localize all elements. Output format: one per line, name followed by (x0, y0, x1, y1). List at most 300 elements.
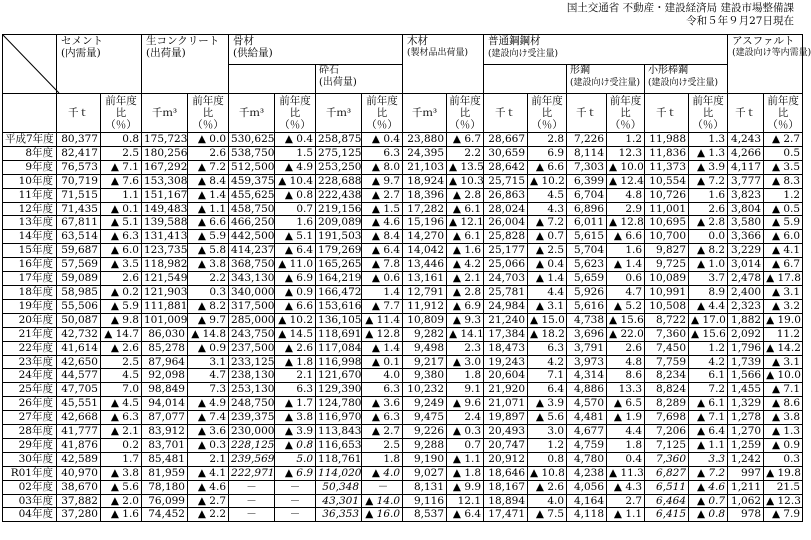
yoy-label: 前年度比（％） (764, 94, 803, 133)
yoy-cell: ▲ 3.8 (764, 411, 803, 425)
yoy-cell: ▲ 6.6 (607, 230, 645, 244)
yoy-cell: 7.1 (528, 369, 567, 383)
value-cell: 10,232 (403, 383, 447, 397)
yoy-cell: 21.5 (764, 480, 803, 494)
yoy-cell: ▲ 2.1 (101, 425, 142, 439)
yoy-cell: ▲ 2.8 (689, 216, 728, 230)
yoy-cell: ▲ 1.3 (689, 146, 728, 160)
value-cell: － (229, 494, 275, 508)
value-cell: 17,384 (484, 327, 528, 341)
yoy-label: 前年度比（％） (447, 94, 484, 133)
yoy-cell: ▲ 12.3 (764, 494, 803, 508)
yoy-cell: ▲ 1.0 (689, 258, 728, 272)
col-steel: 普通鋼鋼材 (建設向け受注量) (484, 35, 728, 65)
yoy-cell: － (362, 480, 403, 494)
value-cell: 85,278 (142, 341, 188, 355)
value-cell: 19,243 (484, 355, 528, 369)
unit-label: 千ｔ (728, 94, 764, 133)
yoy-cell: ▲ 9.7 (362, 174, 403, 188)
value-cell: 18,167 (484, 480, 528, 494)
value-cell: 37,882 (57, 494, 101, 508)
yoy-cell: ▲ 0.3 (447, 425, 484, 439)
value-cell: 10,554 (645, 174, 689, 188)
yoy-cell: ▲ 9.3 (447, 313, 484, 327)
yoy-cell: ▲ 4.3 (607, 480, 645, 494)
value-cell: 50,348 (316, 480, 362, 494)
yoy-cell: 1.8 (362, 452, 403, 466)
value-cell: 26,004 (484, 216, 528, 230)
yoy-cell: ▲ 16.0 (362, 508, 403, 522)
yoy-cell: ▲ 2.1 (447, 272, 484, 286)
yoy-cell: ▲ 10.2 (528, 174, 567, 188)
yoy-cell: ▲ 0.9 (275, 285, 316, 299)
yoy-cell: 2.6 (607, 341, 645, 355)
value-cell: 121,903 (142, 285, 188, 299)
value-cell: 243,750 (229, 327, 275, 341)
yoy-cell: ▲ 6.6 (528, 160, 567, 174)
unit-label: 千ｔ (645, 94, 689, 133)
year-cell: 17年度 (3, 272, 57, 286)
year-cell: 9年度 (3, 160, 57, 174)
yoy-cell: 12.1 (447, 494, 484, 508)
yoy-cell: ▲ 1.4 (528, 272, 567, 286)
yoy-cell: ▲ 6.6 (275, 299, 316, 313)
year-cell: 16年度 (3, 258, 57, 272)
yoy-cell: ▲ 0.2 (101, 285, 142, 299)
value-cell: 70,719 (57, 174, 101, 188)
yoy-cell: ▲ 2.7 (764, 133, 803, 147)
value-cell: 24,395 (403, 146, 447, 160)
yoy-cell: 6.3 (362, 146, 403, 160)
value-cell: 63,514 (57, 230, 101, 244)
yoy-cell: ▲ 10.0 (607, 160, 645, 174)
yoy-cell: ▲ 4.6 (689, 480, 728, 494)
yoy-cell: 4.7 (188, 369, 229, 383)
table-row (3, 411, 803, 425)
value-cell: 4,759 (567, 438, 607, 452)
year-cell: 14年度 (3, 230, 57, 244)
yoy-cell: ▲ 11.0 (275, 258, 316, 272)
yoy-cell: ▲ 2.7 (362, 425, 403, 439)
yoy-cell: 6.9 (528, 146, 567, 160)
value-cell: 512,500 (229, 160, 275, 174)
yoy-cell: ▲ 1.6 (101, 508, 142, 522)
value-cell: 4,056 (567, 480, 607, 494)
yoy-cell: ▲ 6.4 (275, 244, 316, 258)
value-cell: 219,156 (316, 202, 362, 216)
yoy-cell: 0.2 (101, 438, 142, 452)
steel-spacer (484, 65, 567, 94)
yoy-cell: ▲ 4.9 (188, 397, 229, 411)
value-cell: 10,700 (645, 230, 689, 244)
value-cell: 116,970 (316, 411, 362, 425)
value-cell: 9,380 (403, 369, 447, 383)
value-cell: 20,604 (484, 369, 528, 383)
table-row (3, 425, 803, 439)
year-cell: 21年度 (3, 327, 57, 341)
yoy-cell: ▲ 5.6 (101, 480, 142, 494)
year-cell: 04年度 (3, 508, 57, 522)
year-cell: 26年度 (3, 397, 57, 411)
year-cell: 20年度 (3, 313, 57, 327)
value-cell: 14,270 (403, 230, 447, 244)
value-cell: 42,732 (57, 327, 101, 341)
value-cell: 458,750 (229, 202, 275, 216)
value-cell: 530,625 (229, 133, 275, 147)
yoy-label: 前年度比（％） (101, 94, 142, 133)
value-cell: 25,781 (484, 285, 528, 299)
yoy-cell: ▲ 12.1 (447, 216, 484, 230)
yoy-cell: ▲ 6.4 (447, 508, 484, 522)
value-cell: 44,577 (57, 369, 101, 383)
value-cell: 3,804 (728, 202, 764, 216)
yoy-cell: 6.3 (528, 341, 567, 355)
value-cell: 466,250 (229, 216, 275, 230)
yoy-cell: ▲ 1.4 (607, 258, 645, 272)
yoy-cell: ▲ 1.8 (447, 466, 484, 480)
yoy-cell: ▲ 2.6 (275, 341, 316, 355)
yoy-cell: 7.3 (188, 383, 229, 397)
value-cell: 238,130 (229, 369, 275, 383)
value-cell: 41,777 (57, 425, 101, 439)
value-cell: 7,303 (567, 160, 607, 174)
value-cell: 20,912 (484, 452, 528, 466)
value-cell: 118,761 (316, 452, 362, 466)
value-cell: 5,623 (567, 258, 607, 272)
yoy-cell: ▲ 5.1 (275, 230, 316, 244)
yoy-cell: ▲ 1.8 (275, 355, 316, 369)
value-cell: 7,360 (645, 452, 689, 466)
yoy-cell: ▲ 14.8 (188, 327, 229, 341)
value-cell: 4,118 (567, 508, 607, 522)
yoy-cell: 13.3 (607, 383, 645, 397)
yoy-cell: 3.1 (188, 355, 229, 369)
yoy-cell: ▲ 12.4 (607, 174, 645, 188)
materials-table (2, 34, 811, 522)
value-cell: 7,226 (567, 133, 607, 147)
value-cell: 129,390 (316, 383, 362, 397)
yoy-cell: 0.6 (607, 272, 645, 286)
yoy-cell: ▲ 10.4 (275, 174, 316, 188)
value-cell: － (229, 508, 275, 522)
yoy-cell: 1.3 (689, 133, 728, 147)
value-cell: 43,301 (316, 494, 362, 508)
yoy-cell: 7.0 (101, 383, 142, 397)
value-cell: 258,875 (316, 133, 362, 147)
value-cell: 4,780 (567, 452, 607, 466)
value-cell: 71,435 (57, 202, 101, 216)
value-cell: 239,375 (229, 411, 275, 425)
yoy-cell: ▲ 1.1 (188, 202, 229, 216)
value-cell: 11,373 (645, 160, 689, 174)
value-cell: 37,280 (57, 508, 101, 522)
table-row (3, 355, 803, 369)
value-cell: 12,791 (403, 285, 447, 299)
table-row (3, 202, 803, 216)
value-cell: 166,472 (316, 285, 362, 299)
yoy-cell: 3.7 (689, 272, 728, 286)
value-cell: 20,493 (484, 425, 528, 439)
yoy-cell: 4.5 (101, 369, 142, 383)
yoy-cell: ▲ 1.5 (362, 202, 403, 216)
value-cell: 8,234 (645, 369, 689, 383)
value-cell: 9,027 (403, 466, 447, 480)
yoy-cell: ▲ 3.2 (764, 299, 803, 313)
value-cell: 85,481 (142, 452, 188, 466)
value-cell: 6,399 (567, 174, 607, 188)
value-cell: 114,020 (316, 466, 362, 480)
yoy-cell: 2.5 (101, 355, 142, 369)
yoy-cell: ▲ 6.1 (689, 397, 728, 411)
year-cell: 12年度 (3, 202, 57, 216)
value-cell: 6,511 (645, 480, 689, 494)
value-cell: 6,464 (645, 494, 689, 508)
year-cell: 27年度 (3, 411, 57, 425)
value-cell: 3,823 (728, 188, 764, 202)
yoy-cell: ▲ 6.3 (362, 411, 403, 425)
yoy-cell: ▲ 19.0 (764, 313, 803, 327)
value-cell: 1,242 (728, 452, 764, 466)
value-cell: 3,777 (728, 174, 764, 188)
value-cell: 7,125 (645, 438, 689, 452)
value-cell: － (229, 480, 275, 494)
value-cell: 3,014 (728, 258, 764, 272)
yoy-cell: ▲ 1.7 (275, 397, 316, 411)
value-cell: 28,642 (484, 160, 528, 174)
value-cell: 6,011 (567, 216, 607, 230)
value-cell: 153,616 (316, 299, 362, 313)
value-cell: 3,366 (728, 230, 764, 244)
year-cell: 13年度 (3, 216, 57, 230)
yoy-cell: 1.2 (528, 438, 567, 452)
yoy-cell: － (275, 494, 316, 508)
value-cell: 233,125 (229, 355, 275, 369)
value-cell: 124,780 (316, 397, 362, 411)
value-cell: 67,811 (57, 216, 101, 230)
value-cell: 1,211 (728, 480, 764, 494)
table-row (3, 341, 803, 355)
yoy-cell: 2.4 (447, 411, 484, 425)
value-cell: 248,750 (229, 397, 275, 411)
table-row (3, 230, 803, 244)
value-cell: 2,478 (728, 272, 764, 286)
table-row (3, 452, 803, 466)
value-cell: 78,180 (142, 480, 188, 494)
yoy-cell: 1.4 (362, 285, 403, 299)
table-row (3, 494, 803, 508)
yoy-cell: ▲ 4.2 (447, 258, 484, 272)
yoy-cell: 4.8 (607, 355, 645, 369)
yoy-cell: ▲ 0.8 (275, 438, 316, 452)
yoy-cell: ▲ 1.4 (362, 341, 403, 355)
value-cell: 165,265 (316, 258, 362, 272)
value-cell: 24,984 (484, 299, 528, 313)
unit-label: 千ｍ³ (229, 94, 275, 133)
yoy-cell: ▲ 7.2 (689, 466, 728, 480)
yoy-cell: ▲ 0.9 (188, 341, 229, 355)
yoy-cell: ▲ 6.0 (764, 230, 803, 244)
yoy-cell: 4.8 (607, 188, 645, 202)
value-cell: 11,836 (645, 146, 689, 160)
yoy-cell: ▲ 6.1 (447, 202, 484, 216)
yoy-cell: ▲ 8.4 (362, 230, 403, 244)
value-cell: 116,653 (316, 438, 362, 452)
yoy-cell: ▲ 10.3 (447, 174, 484, 188)
value-cell: 8,289 (645, 397, 689, 411)
yoy-cell: ▲ 5.1 (101, 216, 142, 230)
table-row (3, 188, 803, 202)
value-cell: 149,483 (142, 202, 188, 216)
yoy-cell: 1.8 (447, 369, 484, 383)
value-cell: 111,881 (142, 299, 188, 313)
value-cell: 4,238 (567, 466, 607, 480)
unit-label: 千ｍ³ (403, 94, 447, 133)
value-cell: 9,498 (403, 341, 447, 355)
header-date: 令和５年９月27日現在 (686, 15, 794, 27)
value-cell: 83,912 (142, 425, 188, 439)
value-cell: 136,105 (316, 313, 362, 327)
value-cell: 5,616 (567, 299, 607, 313)
header-agency: 国土交通省 不動産・建設経済局 建設市場整備課 (566, 2, 794, 14)
value-cell: 21,920 (484, 383, 528, 397)
value-cell: 47,705 (57, 383, 101, 397)
yoy-cell: － (275, 480, 316, 494)
value-cell: 18,646 (484, 466, 528, 480)
diagonal-line (3, 35, 59, 93)
value-cell: 121,549 (142, 272, 188, 286)
table-row (3, 480, 803, 494)
yoy-cell: ▲ 9.6 (447, 397, 484, 411)
yoy-cell: ▲ 1.6 (447, 244, 484, 258)
yoy-cell: ▲ 15.6 (689, 327, 728, 341)
value-cell: 230,000 (229, 425, 275, 439)
value-cell: 1,278 (728, 411, 764, 425)
yoy-cell: ▲ 17.0 (689, 313, 728, 327)
yoy-cell: 1.2 (764, 188, 803, 202)
yoy-cell: 0.7 (447, 438, 484, 452)
table-row (3, 466, 803, 480)
yoy-cell: ▲ 0.7 (528, 230, 567, 244)
yoy-cell: ▲ 0.1 (101, 202, 142, 216)
value-cell: 45,551 (57, 397, 101, 411)
yoy-cell: 4.2 (689, 355, 728, 369)
yoy-label: 前年度比（％） (188, 94, 229, 133)
yoy-cell: ▲ 0.8 (275, 188, 316, 202)
value-cell: 59,089 (57, 272, 101, 286)
year-cell: 10年度 (3, 174, 57, 188)
yoy-cell: ▲ 0.4 (528, 258, 567, 272)
year-cell: 18年度 (3, 285, 57, 299)
value-cell: 28,024 (484, 202, 528, 216)
yoy-cell: ▲ 7.1 (689, 411, 728, 425)
unit-label: 千ｍ³ (316, 94, 362, 133)
yoy-cell: ▲ 6.3 (101, 411, 142, 425)
yoy-cell: ▲ 6.9 (275, 466, 316, 480)
value-cell: 6,827 (645, 466, 689, 480)
yoy-cell: 4.0 (362, 369, 403, 383)
value-cell: 7,450 (645, 341, 689, 355)
yoy-cell: 8.9 (689, 285, 728, 299)
yoy-cell: ▲ 8.6 (764, 397, 803, 411)
value-cell: 5,615 (567, 230, 607, 244)
table-row (3, 174, 803, 188)
value-cell: 1,796 (728, 341, 764, 355)
yoy-cell: ▲ 8.3 (764, 174, 803, 188)
yoy-cell: 2.2 (188, 272, 229, 286)
col-shape: 形鋼 (建設向け受注量) (567, 65, 645, 94)
value-cell: 116,998 (316, 355, 362, 369)
value-cell: 117,084 (316, 341, 362, 355)
value-cell: 36,353 (316, 508, 362, 522)
yoy-cell: ▲ 3.8 (101, 466, 142, 480)
yoy-cell: ▲ 3.5 (764, 160, 803, 174)
value-cell: 18,396 (403, 188, 447, 202)
yoy-cell: ▲ 7.1 (101, 160, 142, 174)
yoy-cell: 2.2 (447, 146, 484, 160)
value-cell: 1,455 (728, 383, 764, 397)
value-cell: 4,677 (567, 425, 607, 439)
table-row (3, 133, 803, 147)
yoy-cell: 0.4 (607, 452, 645, 466)
value-cell: 41,614 (57, 341, 101, 355)
yoy-cell: ▲ 6.6 (188, 216, 229, 230)
table-body (3, 133, 803, 522)
yoy-cell: ▲ 4.1 (764, 244, 803, 258)
value-cell: 8,537 (403, 508, 447, 522)
col-cement: セメント (内需量) (57, 35, 142, 94)
yoy-cell: ▲ 6.3 (101, 230, 142, 244)
year-cell: 30年度 (3, 452, 57, 466)
value-cell: 2,400 (728, 285, 764, 299)
yoy-cell: ▲ 3.1 (764, 285, 803, 299)
value-cell: 30,659 (484, 146, 528, 160)
value-cell: 4,266 (728, 146, 764, 160)
yoy-cell: ▲ 7.2 (188, 160, 229, 174)
yoy-cell: ▲ 3.8 (188, 258, 229, 272)
yoy-cell: ▲ 8.2 (689, 244, 728, 258)
year-cell: 23年度 (3, 355, 57, 369)
value-cell: 10,809 (403, 313, 447, 327)
yoy-cell: 11.2 (764, 327, 803, 341)
yoy-cell: 2.8 (528, 133, 567, 147)
yoy-cell: ▲ 9.9 (447, 480, 484, 494)
value-cell: 3,696 (567, 327, 607, 341)
yoy-cell: ▲ 22.0 (607, 327, 645, 341)
value-cell: 8,131 (403, 480, 447, 494)
value-cell: 11,001 (645, 202, 689, 216)
value-cell: 285,000 (229, 313, 275, 327)
yoy-cell: 1.7 (101, 452, 142, 466)
yoy-cell: ▲ 6.9 (275, 272, 316, 286)
value-cell: 118,982 (142, 258, 188, 272)
value-cell: 4,314 (567, 369, 607, 383)
yoy-cell: 2.6 (689, 202, 728, 216)
value-cell: 74,452 (142, 508, 188, 522)
value-cell: 4,243 (728, 133, 764, 147)
value-cell: 98,849 (142, 383, 188, 397)
year-cell: 平成7年度 (3, 133, 57, 147)
yoy-cell: 4.0 (528, 494, 567, 508)
value-cell: 4,481 (567, 411, 607, 425)
value-cell: 1,270 (728, 425, 764, 439)
yoy-cell: 0.0 (689, 230, 728, 244)
value-cell: 42,650 (57, 355, 101, 369)
value-cell: 538,750 (229, 146, 275, 160)
yoy-cell: 2.5 (101, 146, 142, 160)
value-cell: 5,704 (567, 244, 607, 258)
table-row (3, 369, 803, 383)
yoy-cell: 0.8 (528, 452, 567, 466)
